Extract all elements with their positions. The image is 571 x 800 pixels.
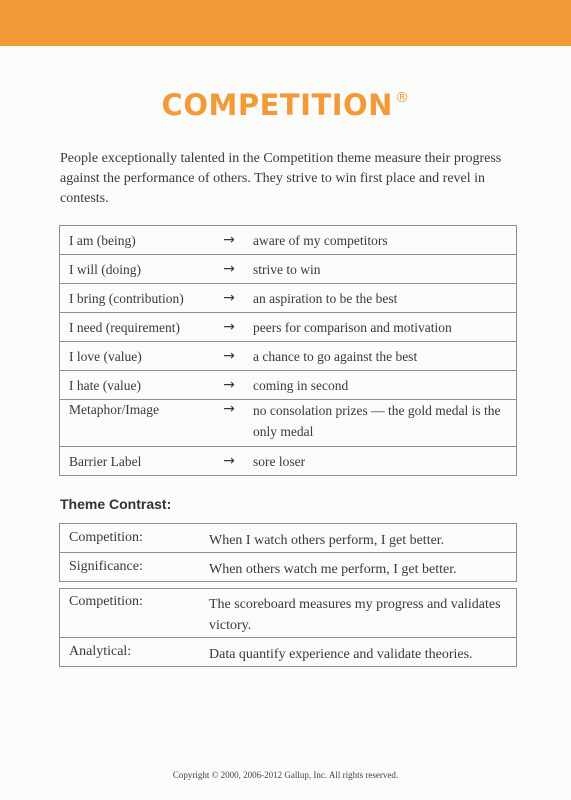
descriptor-label: Barrier Label bbox=[60, 447, 216, 476]
descriptor-label: I love (value) bbox=[60, 342, 216, 371]
theme-contrast-heading: Theme Contrast: bbox=[60, 496, 172, 512]
contrast-text: When I watch others perform, I get better. bbox=[201, 524, 517, 553]
arrow-icon: → bbox=[215, 226, 243, 255]
arrow-icon: → bbox=[215, 371, 243, 400]
descriptor-value: a chance to go against the best bbox=[243, 342, 517, 371]
table-row bbox=[60, 342, 517, 371]
table-row bbox=[60, 284, 517, 313]
title-text: COMPETITION bbox=[161, 88, 393, 122]
descriptor-label: I am (being) bbox=[60, 226, 216, 255]
descriptor-value: peers for comparison and motivation bbox=[243, 313, 517, 342]
descriptor-value: an aspiration to be the best bbox=[243, 284, 517, 313]
page-title bbox=[0, 88, 571, 122]
table-row bbox=[60, 226, 517, 255]
descriptor-value: coming in second bbox=[243, 371, 517, 400]
copyright-footer: Copyright © 2000, 2006-2012 Gallup, Inc. All rights reserved. bbox=[172, 770, 399, 780]
descriptor-label: I need (requirement) bbox=[60, 313, 216, 342]
descriptor-label: I will (doing) bbox=[60, 255, 216, 284]
descriptor-value: no consolation prizes — the gold medal is the only medal bbox=[243, 400, 517, 447]
contrast-label: Analytical: bbox=[60, 638, 202, 667]
table-row bbox=[60, 638, 517, 667]
descriptor-table bbox=[59, 225, 517, 476]
arrow-icon: → bbox=[215, 342, 243, 371]
intro-paragraph: People exceptionally talented in the Competition theme measure their progress against the performance of others. They strive to win first place and revel in contests. bbox=[60, 151, 502, 206]
descriptor-label: I hate (value) bbox=[60, 371, 216, 400]
table-row bbox=[60, 447, 517, 476]
table-row bbox=[60, 313, 517, 342]
contrast-label: Competition: bbox=[60, 524, 202, 553]
descriptor-value: sore loser bbox=[243, 447, 517, 476]
descriptor-label: I bring (contribution) bbox=[60, 284, 216, 313]
contrast-text: The scoreboard measures my progress and validates victory. bbox=[201, 589, 517, 638]
contrast-label: Competition: bbox=[60, 589, 202, 638]
header-accent-bar bbox=[0, 0, 571, 46]
descriptor-value: aware of my competitors bbox=[243, 226, 517, 255]
table-row bbox=[60, 255, 517, 284]
arrow-icon: → bbox=[215, 313, 243, 342]
descriptor-value: strive to win bbox=[243, 255, 517, 284]
contrast-text: Data quantify experience and validate theories. bbox=[201, 638, 517, 667]
arrow-icon: → bbox=[215, 447, 243, 476]
table-row bbox=[60, 589, 517, 638]
arrow-icon: → bbox=[215, 400, 243, 447]
table-row bbox=[60, 400, 517, 447]
contrast-label: Significance: bbox=[60, 553, 202, 582]
arrow-icon: → bbox=[215, 255, 243, 284]
registered-mark: ® bbox=[394, 90, 410, 106]
descriptor-label: Metaphor/Image bbox=[60, 400, 216, 447]
arrow-icon: → bbox=[215, 284, 243, 313]
table-row bbox=[60, 553, 517, 582]
table-row bbox=[60, 371, 517, 400]
contrast-text: When others watch me perform, I get better. bbox=[201, 553, 517, 582]
contrast-table-significance bbox=[59, 523, 517, 582]
contrast-table-analytical bbox=[59, 588, 517, 667]
table-row bbox=[60, 524, 517, 553]
